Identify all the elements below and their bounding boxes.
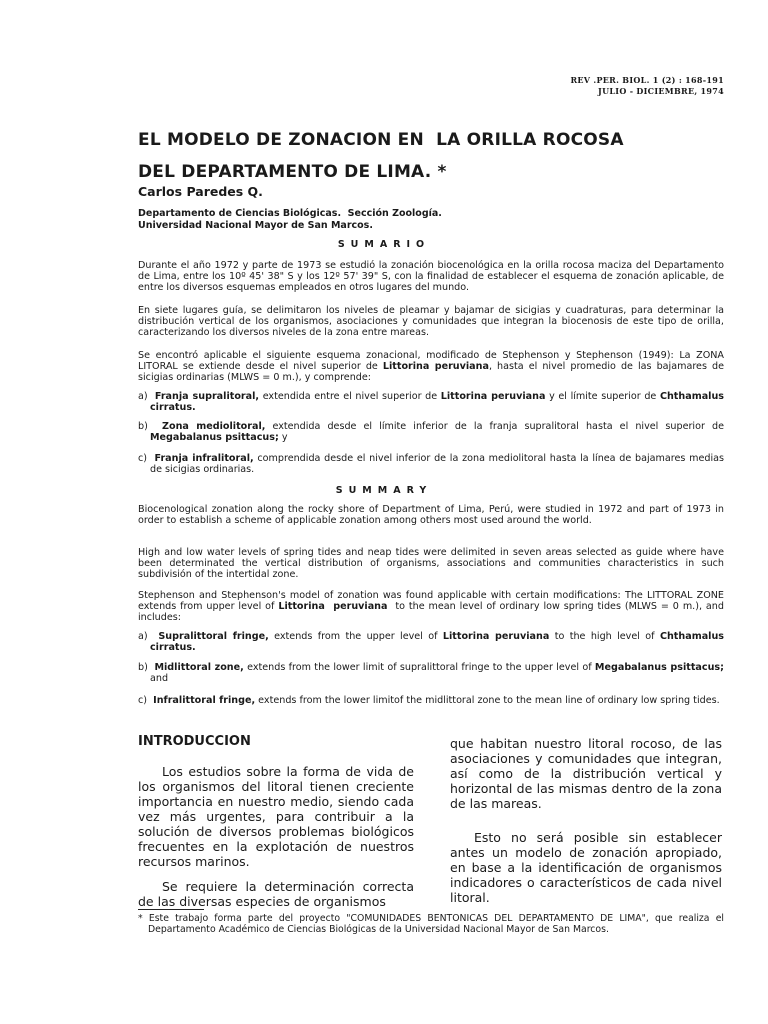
species: Chthamalus cirratus. [150,631,724,653]
sumario-p1 [138,260,724,293]
summary-item-c-text [138,695,724,706]
footnote [138,913,724,935]
intro-left-paragraph-1: Los estudios sobre la forma de vida de los organismos del litoral tienen creciente importancia en nuestro medio, siendo cada vez más urgentes, para contribuir a la solución de diversos problemas biológicos frecuentes en la explotación de nuestros recursos marinos. [138,764,414,869]
summary-p2 [138,547,724,580]
term: Supralittoral fringe, [158,631,269,642]
sumario-paragraph-3 [138,350,724,383]
text: and [150,673,169,684]
term: Zona mediolitoral, [162,421,266,432]
summary-p3-text-a: Stephenson and Stephenson's model of zonation was found applicable with certain modifications: The LITTORAL ZONE extends from upper level of [138,590,724,612]
text: extends from the lower limit of supralittoral fringe to the upper level of [243,662,595,673]
text: extendida desde el límite inferior de la franja supralitoral hasta el nivel superior de [265,421,724,432]
title-line-2: DEL DEPARTAMENTO DE LIMA. * [138,162,447,182]
summary-p3 [138,590,728,623]
summary-p3-text-c: to the mean level of ordinary low spring tides (MLWS = 0 m.), and includes: [138,601,728,623]
summary-paragraph-2: High and low water levels of spring tides and neap tides were delimited in seven areas selected as guide where have been determinated the vertical distribution of organisms, associations and communities characteristics in such subdivisión of the intertidal zone. [138,547,724,580]
summary-paragraph-3 [138,590,728,623]
term: Franja supralitoral, [154,391,260,402]
text: extendida entre el nivel superior de [259,391,441,402]
sumario-item-b [138,421,724,443]
sumario-p3-text-a: Se encontró aplicable el siguiente esquema zonacional, modificado de Stephenson y Stephenson (1949): La ZONA LITORAL se extiende desde el nivel superior de [138,350,724,372]
text: comprendida desde el nivel inferior de la zona mediolitoral hasta la línea de bajamares medias de sicigias ordinarias. [150,453,725,475]
summary-p1 [138,504,724,526]
sumario-p3-species: Littorina peruviana [382,361,489,372]
item-label: c) [138,695,154,706]
sumario-p3-text-c: , hasta el nivel promedio de las bajamares de sicigias ordinarias (MLWS = 0 m.), y comprende: [138,361,724,383]
intro-left-column [138,764,414,909]
intro-right-paragraph-1: que habitan nuestro litoral rocoso, de las asociaciones y comunidades que integran, así como de la distribución vertical y horizontal de las mismas dentro de la zona de las mareas. [450,736,722,811]
term: Infralittoral fringe, [153,695,256,706]
species: Chthamalus cirratus. [150,391,724,413]
summary-paragraph-1: Biocenological zonation along the rocky shore of Department of Lima, Perú, were studied in 1972 and part of 1973 in order to establish a scheme of applicable zonation among others most used around the world. [138,504,724,526]
text: y el límite superior de [545,391,660,402]
intro-right-column [450,736,722,905]
sumario-item-a [138,391,724,413]
item-label: b) [138,662,155,673]
sumario-item-a-text [138,391,724,413]
journal-volume-pages: REV .PER. BIOL. 1 (2) : 168-191 [570,75,724,85]
sumario-item-b-text [138,421,724,443]
introduccion-heading: INTRODUCCION [138,734,251,749]
item-label: b) [138,421,163,432]
intro-left-paragraph-2: Se requiere la determinación correcta de las diversas especies de organismos [138,879,414,909]
text: extends from the lower limitof the midlittoral zone to the mean line of ordinary low spring tides. [255,695,720,706]
item-label: a) [138,391,155,402]
summary-p3-species: Littorina peruviana [278,601,388,612]
footnote-rule [138,909,204,910]
text: extends from the upper level of [268,631,443,642]
intro-right-paragraph-2: Esto no será posible sin establecer antes un modelo de zonación apropiado, en base a la identificación de organismos indicadores o característicos de cada nivel litoral. [450,830,722,905]
summary-item-b-text [138,662,724,684]
summary-item-a-text [138,631,724,653]
journal-date: JULIO - DICIEMBRE, 1974 [598,86,724,96]
text: y [278,432,288,443]
author-affiliation [138,208,442,232]
term: Midlittoral zone, [154,662,244,673]
sumario-p3 [138,350,724,383]
item-label: c) [138,453,155,464]
term: Franja infralitoral, [154,453,254,464]
text: to the high level of [549,631,660,642]
sumario-heading: SUMARIO [337,239,431,250]
sumario-p2 [138,305,724,338]
species: Littorina peruviana [440,391,546,402]
title-line-1: EL MODELO DE ZONACION EN LA ORILLA ROCOSA [138,130,624,150]
sumario-item-c [138,453,724,475]
species: Megabalanus psittacus; [594,662,724,673]
sumario-paragraph-2: En siete lugares guía, se delimitaron los niveles de pleamar y bajamar de sicigias y cuadraturas, para determinar la distribución vertical de los organismos, asociaciones y comunidades que integran la biocenosis de este tipo de orilla, caracterizando los diversos niveles de la zona entre mareas. [138,305,724,338]
summary-item-a [138,631,724,653]
article-title [138,124,624,188]
summary-item-b [138,662,724,684]
sumario-paragraph-1: Durante el año 1972 y parte de 1973 se estudió la zonación biocenológica en la orilla rocosa maciza del Departamento de Lima, entre los 10º 45' 38" S y los 12º 57' 39" S, con la finalidad de establecer el esquema de zonación aplicable, de entre los diversos esquemas empleados en otros lugares del mundo. [138,260,724,293]
item-label: a) [138,631,159,642]
summary-item-c [138,695,724,706]
author-name: Carlos Paredes Q. [138,184,263,199]
species: Littorina peruviana [442,631,550,642]
sumario-item-c-text [138,453,724,475]
affiliation-university: Universidad Nacional Mayor de San Marcos. [138,220,373,231]
species: Megabalanus psittacus; [150,432,279,443]
journal-citation [570,75,724,97]
affiliation-department: Departamento de Ciencias Biológicas. Sección Zoología. [138,208,442,219]
summary-heading: SUMMARY [335,485,433,496]
footnote-text: * Este trabajo forma parte del proyecto "COMUNIDADES BENTONICAS DEL DEPARTAMENTO DE LIMA", que realiza el Departamento Académico de Ciencias Biológicas de la Universidad Nacional Mayor de San Marcos. [138,913,724,935]
